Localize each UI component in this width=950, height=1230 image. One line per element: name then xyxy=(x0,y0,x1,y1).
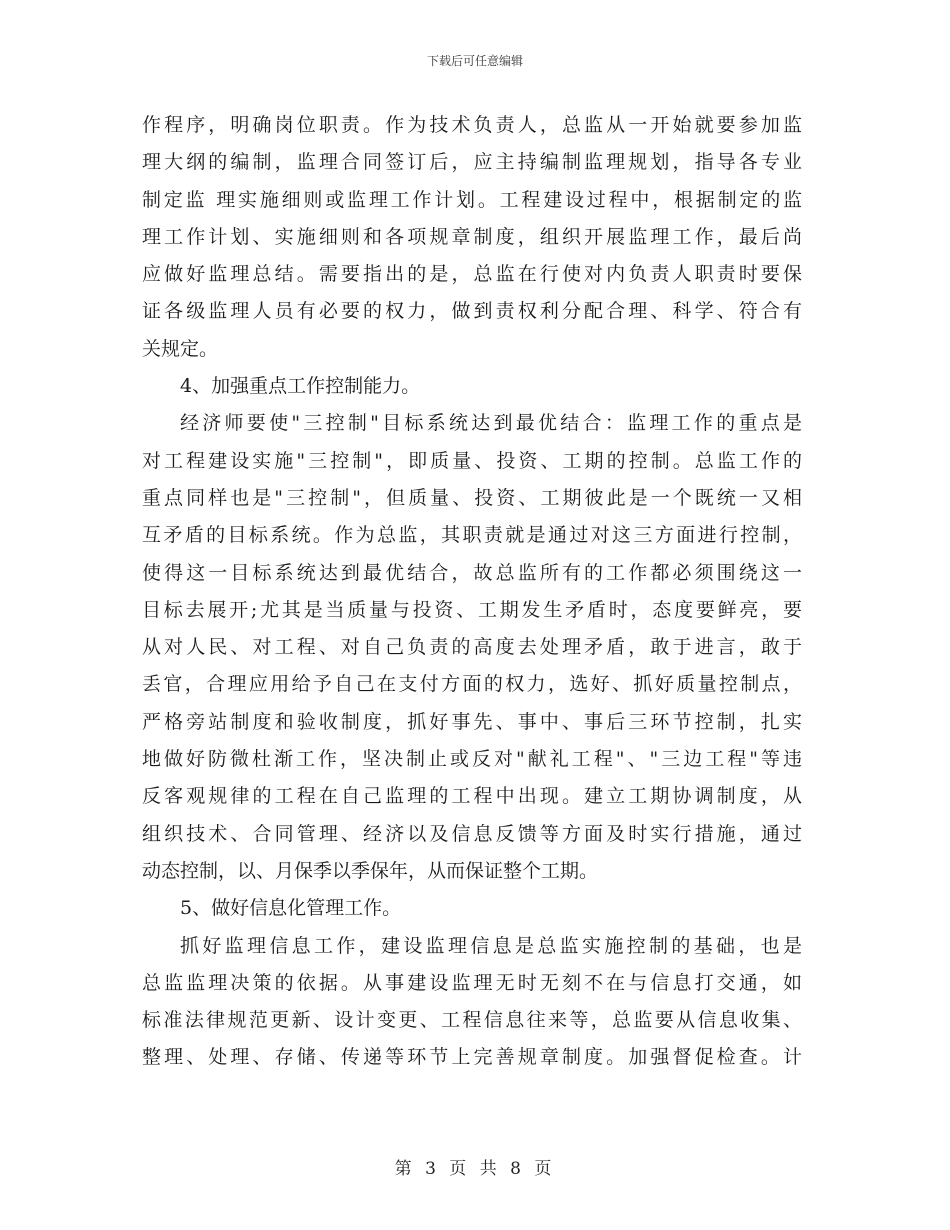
body-text-line: 理大纲的编制，监理合同签订后，应主持编制监理规划，指导各专业 xyxy=(142,151,802,174)
body-text-line: 证各级监理人员有必要的权力，做到责权利分配合理、科学、符合有 xyxy=(142,300,802,323)
body-text-line: 从对人民、对工程、对自己负责的高度去处理矛盾，敢于进言，敢于 xyxy=(142,636,802,659)
body-text-line: 关规定。 xyxy=(142,337,219,360)
body-text-line: 理工作计划、实施细则和各项规章制度，组织开展监理工作，最后尚 xyxy=(142,225,802,248)
body-text-line: 反客观规律的工程在自己监理的工程中出现。建立工期协调制度，从 xyxy=(142,785,802,808)
body-text-line: 对工程建设实施"三控制"，即质量、投资、工期的控制。总监工作的 xyxy=(142,449,802,472)
body-text-line: 动态控制，以、月保季以季保年，从而保证整个工期。 xyxy=(142,859,599,882)
body-text-line: 严格旁站制度和验收制度，抓好事先、事中、事后三环节控制，扎实 xyxy=(142,710,802,733)
body-text-line: 制定监 理实施细则或监理工作计划。工程建设过程中，根据制定的监 xyxy=(142,188,802,211)
body-text-line: 抓好监理信息工作，建设监理信息是总监实施控制的基础，也是 xyxy=(180,934,802,957)
body-text-line: 地做好防微杜渐工作，坚决制止或反对"献礼工程"、"三边工程"等违 xyxy=(142,748,802,771)
document-body xyxy=(142,107,802,1077)
body-text-line: 使得这一目标系统达到最优结合，故总监所有的工作都必须围绕这一 xyxy=(142,561,802,584)
body-text-line: 目标去展开;尤其是当质量与投资、工期发生矛盾时，态度要鲜亮，要 xyxy=(142,598,802,621)
body-text-line: 丢官，合理应用给予自己在支付方面的权力，选好、抓好质量控制点， xyxy=(142,673,802,696)
body-text-line: 作程序，明确岗位职责。作为技术负责人，总监从一开始就要参加监 xyxy=(142,114,802,136)
body-text-line: 应做好监理总结。需要指出的是，总监在行使对内负责人职责时要保 xyxy=(142,263,802,286)
body-text-line: 重点同样也是"三控制"，但质量、投资、工期彼此是一个既统一又相 xyxy=(142,486,802,509)
body-text-line: 5、做好信息化管理工作。 xyxy=(180,897,402,920)
body-text-line: 总监监理决策的依据。从事建设监理无时无刻不在与信息打交通，如 xyxy=(142,971,802,994)
body-text-line: 整理、处理、存储、传递等环节上完善规章制度。加强督促检查。计 xyxy=(142,1046,802,1069)
page-header-note: 下载后可任意编辑 xyxy=(426,54,523,68)
body-text-line: 4、加强重点工作控制能力。 xyxy=(180,375,421,398)
body-text-line: 组织技术、合同管理、经济以及信息反馈等方面及时实行措施，通过 xyxy=(142,822,802,845)
page-number-footer: 第 3 页 共 8 页 xyxy=(394,1159,556,1179)
body-text-line: 标准法律规范更新、设计变更、工程信息往来等，总监要从信息收集、 xyxy=(142,1009,802,1032)
body-text-line: 互矛盾的目标系统。作为总监，其职责就是通过对这三方面进行控制， xyxy=(142,524,802,547)
body-text-line: 经济师要使"三控制"目标系统达到最优结合：监理工作的重点是 xyxy=(180,412,802,435)
